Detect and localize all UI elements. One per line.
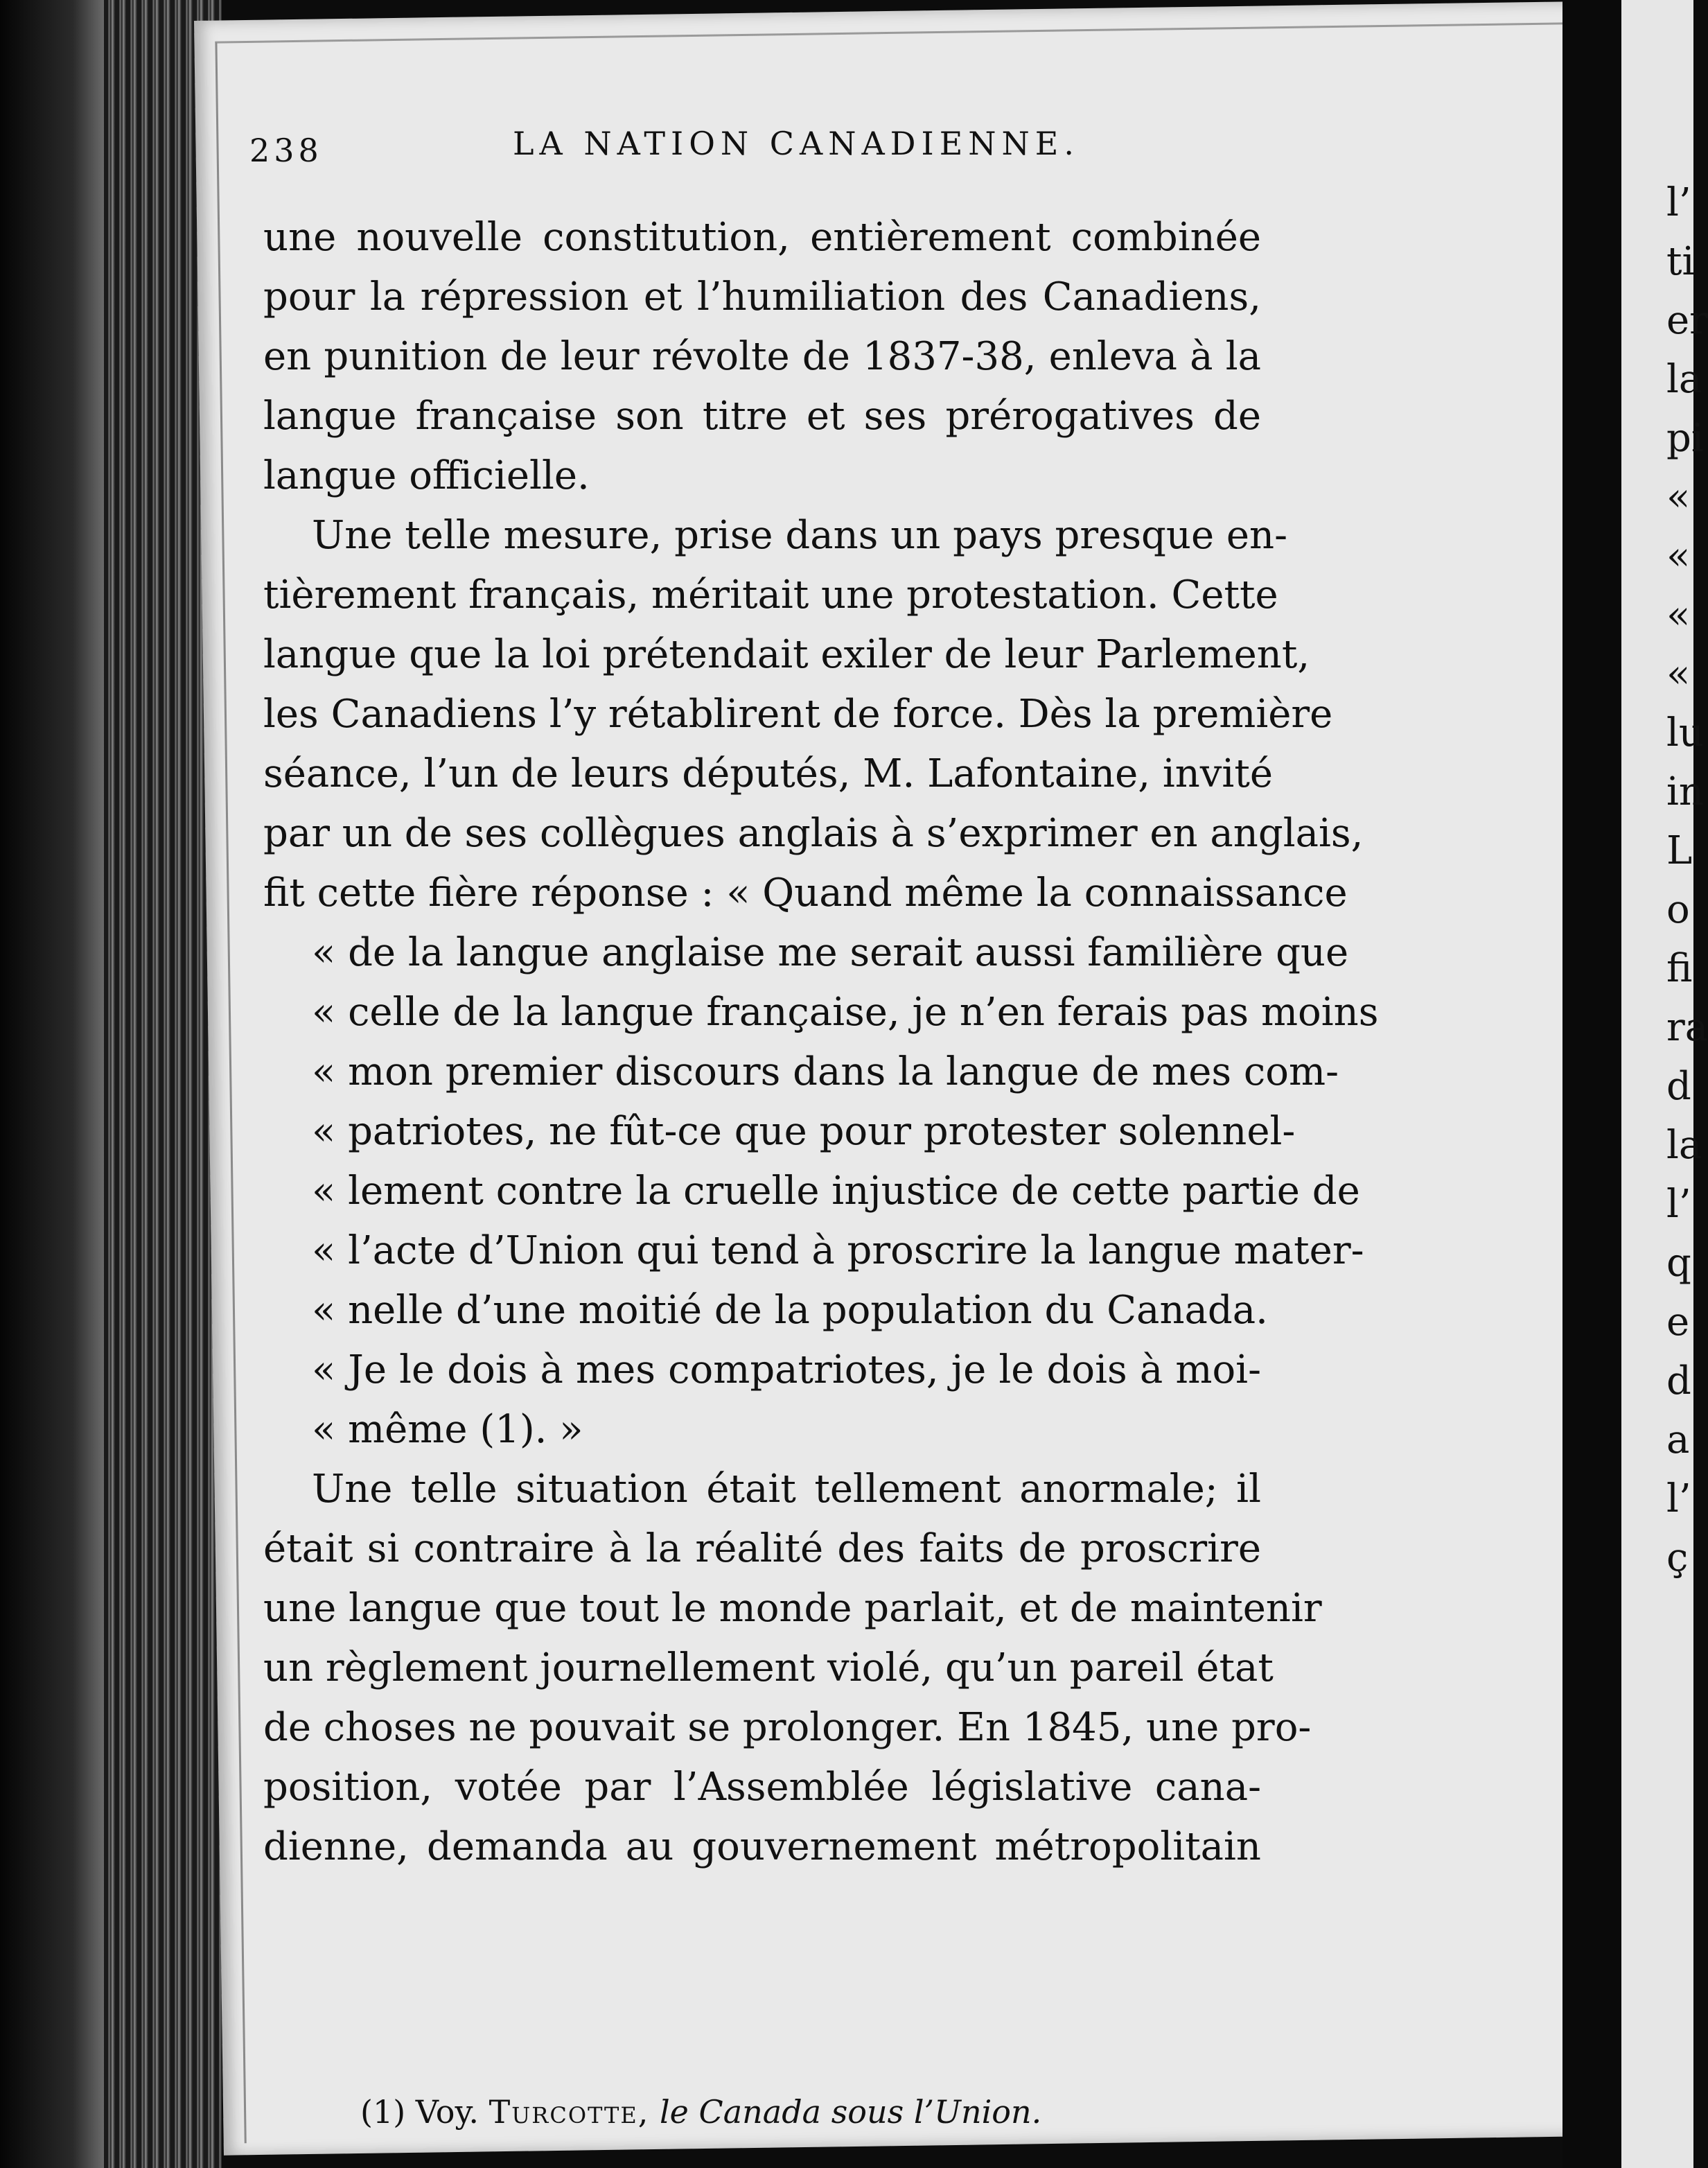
running-title: LA NATION CANADIENNE. bbox=[513, 125, 1080, 162]
text-line: langue officielle. bbox=[263, 453, 590, 498]
text-line: langue que la loi prétendait exiler de leur Parlement, bbox=[263, 632, 1310, 677]
footnote bbox=[360, 2093, 1041, 2131]
facing-page-fragment: o bbox=[1666, 887, 1690, 932]
page-gutter bbox=[1562, 0, 1625, 2168]
facing-page-fragment: « bbox=[1666, 534, 1691, 579]
text-line: en punition de leur révolte de 1837-38, enleva à la bbox=[263, 334, 1261, 379]
footnote-prefix: (1) Voy. bbox=[360, 2093, 479, 2131]
quote-line: « l’acte d’Union qui tend à proscrire la langue mater- bbox=[312, 1228, 1364, 1273]
text-line: position, votée par l’Assemblée législative cana- bbox=[263, 1765, 1261, 1810]
facing-page-fragment: « bbox=[1666, 475, 1691, 520]
text-line: les Canadiens l’y rétablirent de force. Dès la première bbox=[263, 692, 1333, 737]
text-line: fit cette fière réponse : « Quand même la connaissance bbox=[263, 871, 1348, 916]
text-line: une nouvelle constitution, entièrement combinée bbox=[263, 215, 1261, 260]
text-line: Une telle mesure, prise dans un pays presque en- bbox=[312, 513, 1288, 558]
facing-page-fragment: a bbox=[1666, 1417, 1690, 1462]
text-line: était si contraire à la réalité des faits de proscrire bbox=[263, 1526, 1261, 1571]
text-line: langue française son titre et ses prérogatives de bbox=[263, 394, 1261, 439]
text-line: séance, l’un de leurs députés, M. Lafontaine, invité bbox=[263, 751, 1273, 796]
text-line: tièrement français, méritait une protestation. Cette bbox=[263, 572, 1278, 618]
facing-page-fragment: pi bbox=[1666, 416, 1704, 461]
text-line: de choses ne pouvait se prolonger. En 1845, une pro- bbox=[263, 1705, 1312, 1750]
facing-page-fragment: « bbox=[1666, 593, 1691, 638]
facing-page-fragment: lu bbox=[1666, 710, 1704, 755]
body-text bbox=[263, 208, 1379, 1877]
running-head bbox=[249, 125, 1220, 180]
facing-page-fragment: e bbox=[1666, 1300, 1690, 1345]
text-line: dienne, demanda au gouvernement métropolitain bbox=[263, 1824, 1261, 1869]
facing-page-fragment: d bbox=[1666, 1358, 1691, 1404]
binding-shadow bbox=[0, 0, 104, 2168]
text-line: un règlement journellement violé, qu’un pareil état bbox=[263, 1645, 1274, 1690]
quote-line: « lement contre la cruelle injustice de cette partie de bbox=[312, 1169, 1360, 1214]
quote-line: « même (1). » bbox=[312, 1407, 583, 1452]
facing-page-fragment: la bbox=[1666, 357, 1702, 402]
facing-page-fragment: q bbox=[1666, 1241, 1691, 1286]
quote-line: « mon premier discours dans la langue de mes com- bbox=[312, 1049, 1339, 1094]
facing-page-fragment: ç bbox=[1666, 1535, 1689, 1580]
facing-page-fragment: in bbox=[1666, 769, 1704, 814]
facing-page-fragment: d bbox=[1666, 1064, 1691, 1109]
quote-line: « nelle d’une moitié de la population du Canada. bbox=[312, 1288, 1268, 1333]
facing-page-fragment: l’ bbox=[1666, 180, 1691, 225]
facing-page-fragment: fi bbox=[1666, 946, 1693, 991]
quote-line: « celle de la langue française, je n’en ferais pas moins bbox=[312, 990, 1379, 1035]
footnote-work: le Canada sous l’Union. bbox=[659, 2093, 1042, 2131]
facing-page-fragment: er bbox=[1666, 298, 1708, 343]
text-line: Une telle situation était tellement anormale; il bbox=[312, 1467, 1261, 1512]
facing-page-fragment: « bbox=[1666, 652, 1691, 697]
text-line: une langue que tout le monde parlait, et de maintenir bbox=[263, 1586, 1322, 1631]
text-line: pour la répression et l’humiliation des Canadiens, bbox=[263, 274, 1261, 320]
facing-page-fragment: ti bbox=[1666, 239, 1695, 284]
page-number: 238 bbox=[249, 132, 323, 169]
facing-page-fragment: L bbox=[1666, 828, 1693, 873]
text-line: par un de ses collègues anglais à s’exprimer en anglais, bbox=[263, 811, 1364, 856]
quote-line: « Je le dois à mes compatriotes, je le dois à moi- bbox=[312, 1347, 1261, 1392]
facing-page-fragment: ra bbox=[1666, 1005, 1708, 1050]
footnote-author: Turcotte, bbox=[488, 2093, 650, 2131]
facing-page-fragment: l’ bbox=[1666, 1476, 1691, 1521]
facing-page-fragment: la bbox=[1666, 1123, 1702, 1168]
facing-page-fragment: l’ bbox=[1666, 1182, 1691, 1227]
quote-line: « de la langue anglaise me serait aussi familière que bbox=[312, 930, 1349, 975]
quote-line: « patriotes, ne fût-ce que pour protester solennel- bbox=[312, 1109, 1296, 1154]
facing-page-text bbox=[1666, 173, 1708, 1587]
